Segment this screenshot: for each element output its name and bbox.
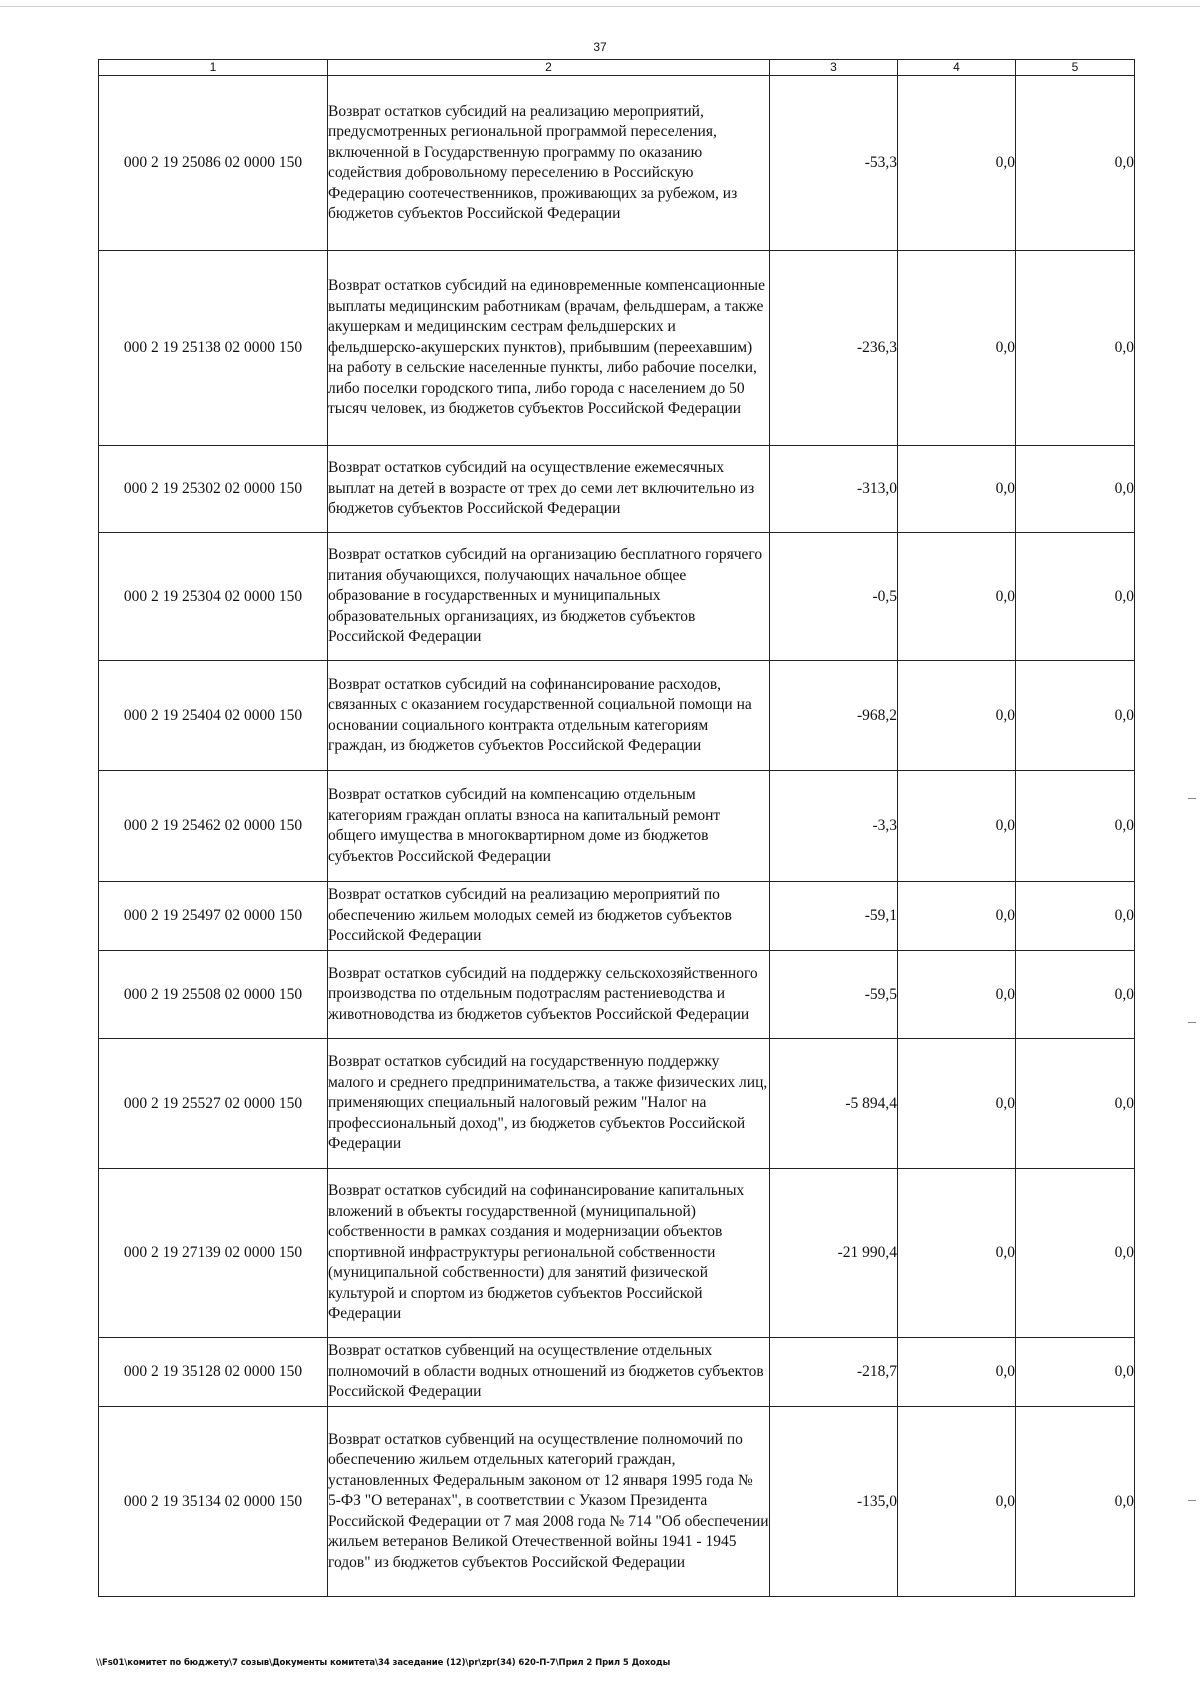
table-row — [99, 446, 1135, 533]
amount-col5: 0,0 — [1016, 1407, 1135, 1597]
budget-code: 000 2 19 35128 02 0000 150 — [99, 1338, 328, 1407]
amount-col3: -21 990,4 — [770, 1169, 898, 1338]
amount-col5: 0,0 — [1016, 661, 1135, 771]
amount-col4: 0,0 — [898, 533, 1016, 661]
amount-col5: 0,0 — [1016, 951, 1135, 1039]
revenue-description: Возврат остатков субвенций на осуществление отдельных полномочий в области водных отношений из бюджетов субъектов Российской Федерации — [328, 1338, 770, 1407]
table-row — [99, 76, 1135, 251]
amount-col4: 0,0 — [898, 1169, 1016, 1338]
page-number: 37 — [593, 40, 607, 54]
amount-col4: 0,0 — [898, 1039, 1016, 1169]
budget-code: 000 2 19 25086 02 0000 150 — [99, 76, 328, 251]
amount-col3: -236,3 — [770, 251, 898, 446]
amount-col3: -53,3 — [770, 76, 898, 251]
table-row — [99, 1169, 1135, 1338]
budget-code: 000 2 19 25462 02 0000 150 — [99, 771, 328, 882]
revenue-table — [98, 59, 1135, 1597]
column-header: 5 — [1016, 60, 1135, 76]
budget-code: 000 2 19 25302 02 0000 150 — [99, 446, 328, 533]
revenue-description: Возврат остатков субсидий на софинансирование капитальных вложений в объекты государственной (муниципальной) собственности в рамках создания и модернизации объектов спортивной инфраструктуры региональной собственности (муниципальной собственности) для занятий физической культурой и спортом из бюджетов субъектов Российской Федерации — [328, 1169, 770, 1338]
column-header: 1 — [99, 60, 328, 76]
amount-col3: -59,5 — [770, 951, 898, 1039]
revenue-description: Возврат остатков субсидий на организацию бесплатного горячего питания обучающихся, получающих начальное общее образование в государственных и муниципальных образовательных организациях, из бюджетов субъектов Российской Федерации — [328, 533, 770, 661]
amount-col3: -3,3 — [770, 771, 898, 882]
column-number-row — [99, 60, 1135, 76]
amount-col5: 0,0 — [1016, 1039, 1135, 1169]
budget-code: 000 2 19 35134 02 0000 150 — [99, 1407, 328, 1597]
revenue-description: Возврат остатков субсидий на реализацию мероприятий по обеспечению жильем молодых семей из бюджетов субъектов Российской Федерации — [328, 882, 770, 951]
revenue-description: Возврат остатков субсидий на компенсацию отдельным категориям граждан оплаты взноса на капитальный ремонт общего имущества в многоквартирном доме из бюджетов субъектов Российской Федерации — [328, 771, 770, 882]
budget-code: 000 2 19 25508 02 0000 150 — [99, 951, 328, 1039]
table-row — [99, 1338, 1135, 1407]
scan-top-edge — [0, 6, 1200, 7]
amount-col4: 0,0 — [898, 446, 1016, 533]
table-row — [99, 533, 1135, 661]
budget-code: 000 2 19 27139 02 0000 150 — [99, 1169, 328, 1338]
revenue-description: Возврат остатков субсидий на государственную поддержку малого и среднего предпринимательства, а также физических лиц, применяющих специальный налоговый режим "Налог на профессиональный доход", из бюджетов субъектов Российской Федерации — [328, 1039, 770, 1169]
amount-col4: 0,0 — [898, 951, 1016, 1039]
amount-col5: 0,0 — [1016, 1338, 1135, 1407]
amount-col5: 0,0 — [1016, 76, 1135, 251]
table-row — [99, 771, 1135, 882]
amount-col5: 0,0 — [1016, 251, 1135, 446]
column-header: 2 — [328, 60, 770, 76]
amount-col3: -968,2 — [770, 661, 898, 771]
table-row — [99, 1407, 1135, 1597]
amount-col4: 0,0 — [898, 771, 1016, 882]
table-row — [99, 882, 1135, 951]
file-path-footer: \\Fs01\комитет по бюджету\7 созыв\Документы комитета\34 заседание (12)\pr\zpr(34) 620-П-7\Прил 2 Прил 5 Доходы — [96, 1658, 671, 1668]
column-header: 3 — [770, 60, 898, 76]
amount-col5: 0,0 — [1016, 882, 1135, 951]
budget-code: 000 2 19 25497 02 0000 150 — [99, 882, 328, 951]
amount-col4: 0,0 — [898, 1407, 1016, 1597]
amount-col5: 0,0 — [1016, 771, 1135, 882]
scan-margin-mark — [1188, 1022, 1196, 1023]
amount-col3: -5 894,4 — [770, 1039, 898, 1169]
amount-col5: 0,0 — [1016, 533, 1135, 661]
amount-col3: -135,0 — [770, 1407, 898, 1597]
table-row — [99, 951, 1135, 1039]
amount-col3: -0,5 — [770, 533, 898, 661]
revenue-description: Возврат остатков субсидий на осуществление ежемесячных выплат на детей в возрасте от трех до семи лет включительно из бюджетов субъектов Российской Федерации — [328, 446, 770, 533]
amount-col4: 0,0 — [898, 661, 1016, 771]
amount-col5: 0,0 — [1016, 446, 1135, 533]
amount-col4: 0,0 — [898, 882, 1016, 951]
amount-col4: 0,0 — [898, 1338, 1016, 1407]
scan-margin-mark — [1188, 798, 1196, 799]
table-row — [99, 1039, 1135, 1169]
revenue-description: Возврат остатков субсидий на единовременные компенсационные выплаты медицинским работникам (врачам, фельдшерам, а также акушеркам и медицинским сестрам фельдшерских и фельдшерско-акушерских пунктов), прибывшим (переехавшим) на работу в сельские населенные пункты, либо рабочие поселки, либо поселки городского типа, либо города с населением до 50 тысяч человек, из бюджетов субъектов Российской Федерации — [328, 251, 770, 446]
amount-col3: -218,7 — [770, 1338, 898, 1407]
amount-col4: 0,0 — [898, 251, 1016, 446]
table-row — [99, 251, 1135, 446]
budget-code: 000 2 19 25304 02 0000 150 — [99, 533, 328, 661]
amount-col5: 0,0 — [1016, 1169, 1135, 1338]
amount-col3: -313,0 — [770, 446, 898, 533]
table-row — [99, 661, 1135, 771]
scan-margin-mark — [1188, 1500, 1196, 1501]
budget-code: 000 2 19 25138 02 0000 150 — [99, 251, 328, 446]
revenue-description: Возврат остатков субсидий на поддержку сельскохозяйственного производства по отдельным подотраслям растениеводства и животноводства из бюджетов субъектов Российской Федерации — [328, 951, 770, 1039]
revenue-description: Возврат остатков субсидий на софинансирование расходов, связанных с оказанием государственной социальной помощи на основании социального контракта отдельным категориям граждан, из бюджетов субъектов Российской Федерации — [328, 661, 770, 771]
revenue-description: Возврат остатков субсидий на реализацию мероприятий, предусмотренных региональной программой переселения, включенной в Государственную программу по оказанию содействия добровольному переселению в Российскую Федерацию соотечественников, проживающих за рубежом, из бюджетов субъектов Российской Федерации — [328, 76, 770, 251]
column-header: 4 — [898, 60, 1016, 76]
amount-col4: 0,0 — [898, 76, 1016, 251]
revenue-description: Возврат остатков субвенций на осуществление полномочий по обеспечению жильем отдельных категорий граждан, установленных Федеральным законом от 12 января 1995 года № 5-ФЗ "О ветеранах", в соответствии с Указом Президента Российской Федерации от 7 мая 2008 года № 714 "Об обеспечении жильем ветеранов Великой Отечественной войны 1941 - 1945 годов" из бюджетов субъектов Российской Федерации — [328, 1407, 770, 1597]
amount-col3: -59,1 — [770, 882, 898, 951]
budget-code: 000 2 19 25404 02 0000 150 — [99, 661, 328, 771]
budget-code: 000 2 19 25527 02 0000 150 — [99, 1039, 328, 1169]
